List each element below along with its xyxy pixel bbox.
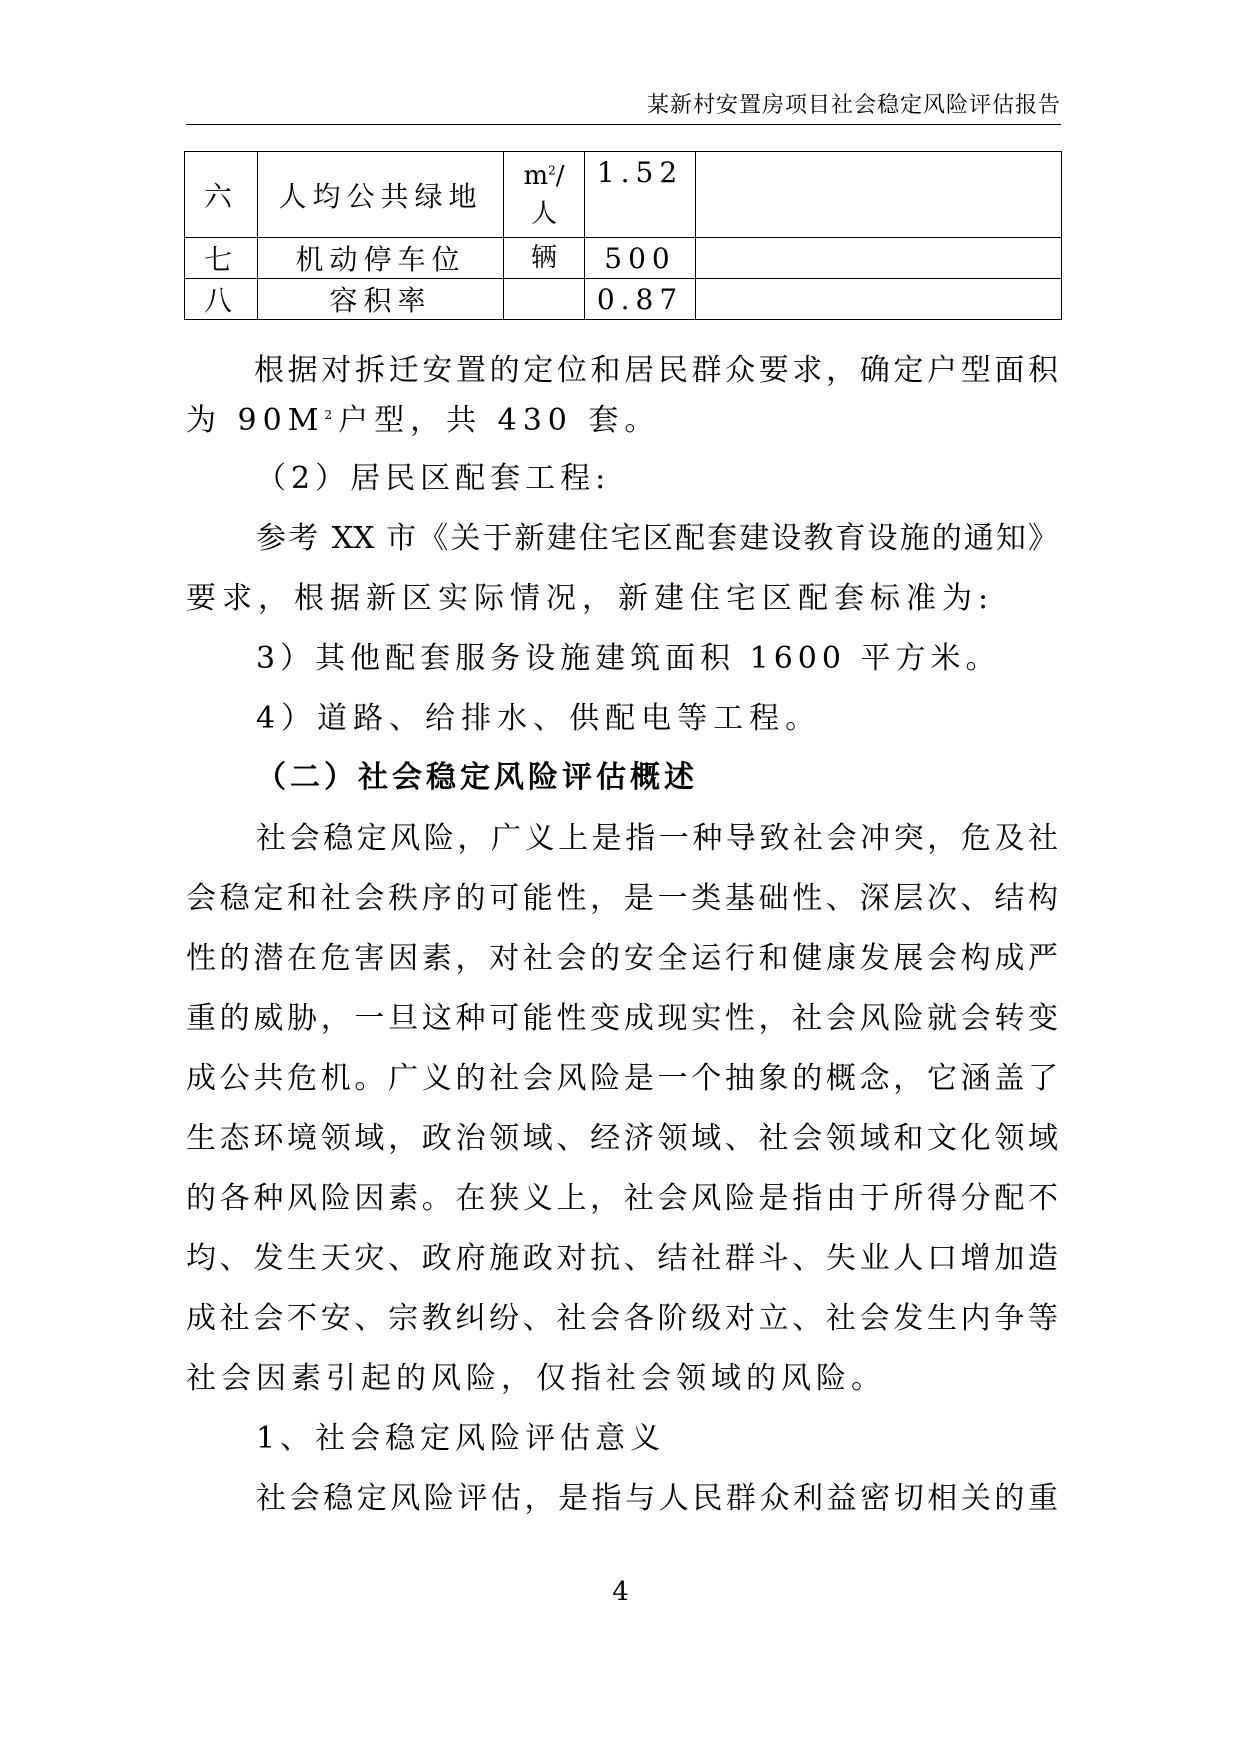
table-cell-value: 500 (585, 238, 696, 279)
paragraph-line: 参考 XX 市《关于新建住宅区配套建设教育设施的通知》 (256, 521, 1058, 556)
table-cell-unit: 辆 (504, 238, 585, 279)
paragraph-line: 均、发生天灾、政府施政对抗、结社群斗、失业人口增加造 (186, 1241, 1058, 1276)
spec-table (184, 151, 1062, 320)
page-number: 4 (612, 1577, 629, 1607)
paragraph-line: 社会稳定风险，广义上是指一种导致社会冲突，危及社 (256, 821, 1058, 856)
table-cell-note (696, 279, 1062, 320)
paragraph-line: 社会稳定风险评估，是指与人民群众利益密切相关的重 (256, 1481, 1058, 1516)
unit-line2: 人 (530, 198, 557, 229)
paragraph-line: 根据对拆迁安置的定位和居民群众要求，确定户型面积 (254, 353, 1058, 388)
table-cell-name: 机动停车位 (258, 238, 504, 279)
table-row (185, 279, 1062, 320)
table-cell-name: 容积率 (258, 279, 504, 320)
table-cell-value: 0.87 (585, 279, 696, 320)
paragraph-line: 会稳定和社会秩序的可能性，是一类基础性、深层次、结构 (186, 881, 1058, 916)
table-row (185, 152, 1062, 238)
unit-slash: / (555, 160, 565, 191)
table-cell-unit (504, 152, 585, 238)
paragraph-line: 要求，根据新区实际情况，新建住宅区配套标准为: (186, 581, 995, 616)
table-cell-unit (504, 279, 585, 320)
table-cell-name: 人均公共绿地 (258, 152, 504, 238)
superscript: 2 (324, 408, 339, 422)
paragraph-line: 的各种风险因素。在狭义上，社会风险是指由于所得分配不 (186, 1181, 1058, 1216)
table-cell-no: 六 (185, 152, 258, 238)
page-header (186, 84, 1061, 125)
subheading: 1、社会稳定风险评估意义 (256, 1421, 666, 1456)
unit-main: m (523, 160, 549, 191)
list-item: 4）道路、给排水、供配电等工程。 (256, 701, 822, 736)
paragraph-line: 社会因素引起的风险，仅指社会领域的风险。 (186, 1361, 886, 1396)
table-cell-no: 八 (185, 279, 258, 320)
table-cell-no: 七 (185, 238, 258, 279)
paragraph-line: 为 $90M^2$户型，共 430 套。 (186, 403, 661, 438)
section-heading: （二）社会稳定风险评估概述 (256, 760, 698, 795)
paragraph-line: 生态环境领域，政治领域、经济领域、社会领域和文化领域 (186, 1121, 1058, 1156)
list-item: 3）其他配套服务设施建筑面积 1600 平方米。 (256, 641, 1001, 676)
paragraph-line: 重的威胁，一旦这种可能性变成现实性，社会风险就会转变 (186, 1001, 1058, 1036)
table-row (185, 238, 1062, 279)
subheading: （2）居民区配套工程: (256, 461, 611, 496)
table-cell-value: 1.52 (585, 152, 696, 238)
paragraph-line: 成公共危机。广义的社会风险是一个抽象的概念，它涵盖了 (186, 1061, 1058, 1096)
paragraph-line: 性的潜在危害因素，对社会的安全运行和健康发展会构成严 (186, 941, 1058, 976)
table-cell-note (696, 238, 1062, 279)
header-title: 某新村安置房项目社会稳定风险评估报告 (646, 93, 1061, 118)
paragraph-line: 成社会不安、宗教纠纷、社会各阶级对立、社会发生内争等 (186, 1301, 1058, 1336)
unit-superscript: 2 (548, 162, 556, 177)
table-cell-note (696, 152, 1062, 238)
